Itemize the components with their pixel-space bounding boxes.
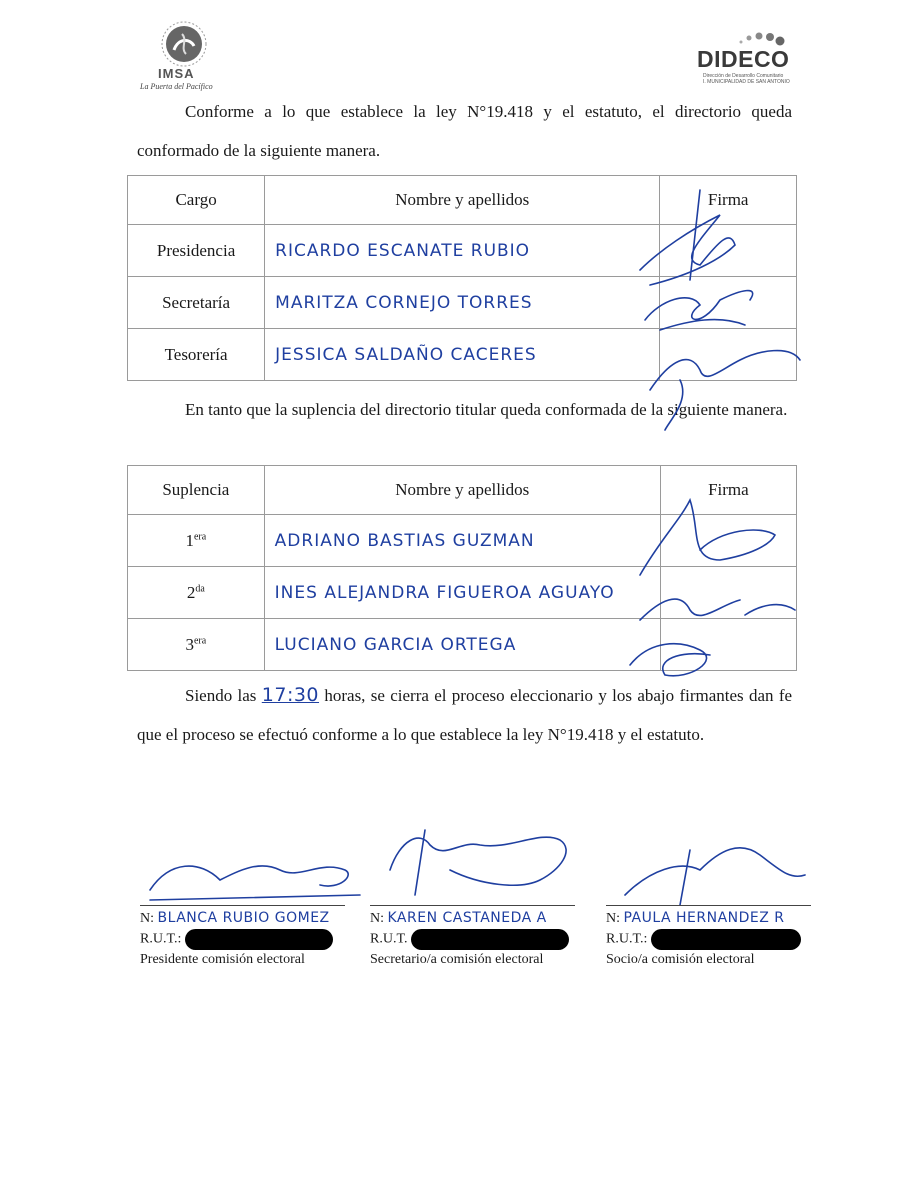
signatory-block-1	[140, 905, 360, 970]
header-suplencia: Suplencia	[128, 466, 265, 515]
redacted-rut	[411, 929, 569, 950]
nombre-cell: LUCIANO GARCIA ORTEGA	[264, 619, 660, 671]
signature-line	[140, 905, 345, 906]
imsa-logo	[140, 20, 240, 100]
header-firma: Firma	[660, 466, 796, 515]
header-firma: Firma	[660, 176, 797, 225]
signature-paula-icon	[625, 848, 805, 905]
firma-cell	[660, 277, 797, 329]
table-row	[128, 515, 797, 567]
table-row	[128, 277, 797, 329]
dideco-logo-sub1: Dirección de Desarrollo Comunitario	[703, 73, 784, 79]
signatory-name-row: N: PAULA HERNANDEZ R	[606, 910, 785, 926]
nombre-cell: INES ALEJANDRA FIGUEROA AGUAYO	[264, 567, 660, 619]
header-nombre: Nombre y apellidos	[264, 466, 660, 515]
cargo-cell: Presidencia	[128, 225, 265, 277]
firma-cell	[660, 225, 797, 277]
nombre-cell: ADRIANO BASTIAS GUZMAN	[264, 515, 660, 567]
signatory-name-row: N: KAREN CASTANEDA A	[370, 910, 547, 926]
imsa-logo-tagline: La Puerta del Pacífico	[140, 82, 213, 91]
signatory-role: Secretario/a comisión electoral	[370, 952, 544, 967]
suplencia-cell: $3^{era}$	[128, 619, 265, 671]
header-nombre: Nombre y apellidos	[265, 176, 660, 225]
imsa-emblem-icon	[160, 20, 208, 68]
signatory-role: Presidente comisión electoral	[140, 952, 305, 967]
firma-cell	[660, 515, 796, 567]
signatory-name: PAULA HERNANDEZ R	[623, 910, 785, 926]
signatory-name: BLANCA RUBIO GOMEZ	[157, 910, 330, 926]
signatory-role: Socio/a comisión electoral	[606, 952, 755, 967]
directorio-table	[127, 175, 797, 381]
closing-paragraph	[137, 676, 792, 754]
signature-karen-icon	[390, 830, 566, 895]
nombre-cell: MARITZA CORNEJO TORRES	[265, 277, 660, 329]
signatory-rut-row: R.U.T.	[370, 929, 600, 950]
table-row	[128, 329, 797, 381]
signature-blanca-icon	[150, 866, 360, 900]
suplencia-table	[127, 465, 797, 671]
signatory-name: KAREN CASTANEDA A	[387, 910, 547, 926]
dideco-dots-icon	[735, 28, 785, 48]
table-row	[128, 567, 797, 619]
header-cargo: Cargo	[128, 176, 265, 225]
cargo-cell: Tesorería	[128, 329, 265, 381]
closing-time: 17:30	[261, 684, 320, 706]
signatory-block-3	[606, 905, 836, 970]
table-header-row	[128, 176, 797, 225]
firma-cell	[660, 619, 796, 671]
signatory-rut-row: R.U.T.:	[140, 929, 360, 950]
table-row	[128, 619, 797, 671]
table-row	[128, 225, 797, 277]
nombre-cell: RICARDO ESCANATE RUBIO	[265, 225, 660, 277]
signatory-rut-row: R.U.T.:	[606, 929, 836, 950]
firma-cell	[660, 329, 797, 381]
dideco-logo-name: DIDECO	[697, 46, 790, 72]
table-header-row	[128, 466, 797, 515]
cargo-cell: Secretaría	[128, 277, 265, 329]
redacted-rut	[651, 929, 801, 950]
suplencia-cell: $2^{da}$	[128, 567, 265, 619]
dideco-logo	[695, 28, 805, 88]
signature-line	[606, 905, 811, 906]
closing-after-time: horas, se cierra el proceso eleccionario y los abajo firmantes dan fe que el proceso se efectuó conforme a lo que establece la ley N°19.418 y el estatuto.	[137, 686, 793, 744]
dideco-logo-sub2: I. MUNICIPALIDAD DE SAN ANTONIO	[703, 79, 790, 85]
suplencia-paragraph: En tanto que la suplencia del directorio titular queda conformada de la siguiente manera.	[185, 400, 788, 419]
redacted-rut	[185, 929, 333, 950]
signatory-block-2	[370, 905, 600, 970]
signature-line	[370, 905, 575, 906]
closing-before-time: Siendo las	[185, 686, 257, 705]
imsa-logo-name: IMSA	[158, 66, 195, 81]
nombre-cell: JESSICA SALDAÑO CACERES	[265, 329, 660, 381]
suplencia-cell: $1^{era}$	[128, 515, 265, 567]
intro-paragraph: Conforme a lo que establece la ley N°19.418 y el estatuto, el directorio queda conformado de la siguiente manera.	[137, 102, 792, 160]
firma-cell	[660, 567, 796, 619]
signatory-name-row: N: BLANCA RUBIO GOMEZ	[140, 910, 330, 926]
